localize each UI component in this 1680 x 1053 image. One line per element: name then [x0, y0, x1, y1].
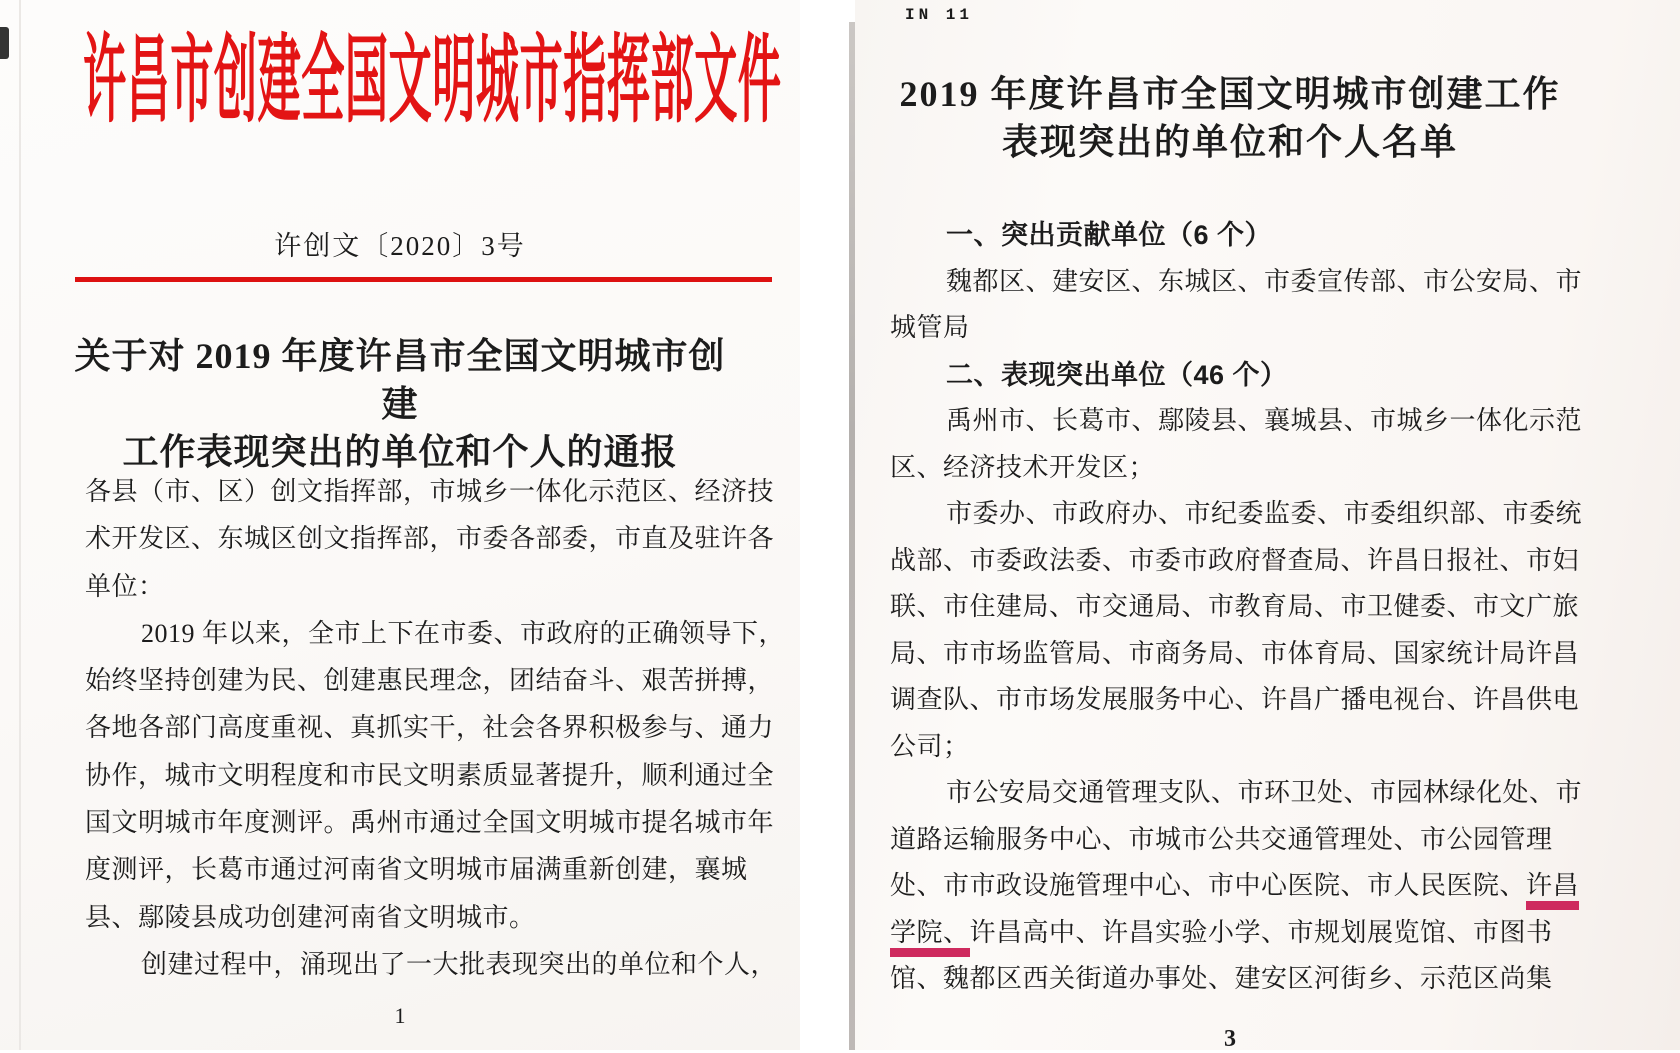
text-segment: 公司；	[890, 731, 970, 761]
scan-corner-artifact	[0, 27, 9, 59]
text-segment: 局、市市场监管局、市商务局、市体育局、国家统计局许昌	[890, 638, 1580, 668]
text-line	[890, 817, 1580, 864]
text-line	[890, 584, 1580, 631]
text-line	[890, 724, 1580, 771]
text-segment: 区、经济技术开发区；	[890, 452, 1156, 482]
text-line	[890, 538, 1580, 585]
text-segment: 市公安局交通管理支队、市环卫处、市园林绿化处、市	[946, 778, 1583, 807]
text-line	[890, 863, 1580, 910]
section-heading	[890, 212, 1580, 259]
text-line	[890, 398, 1583, 445]
text-segment: 二、表现突出单位（46 个）	[946, 359, 1288, 390]
text-segment: 魏都区、建安区、东城区、市委宣传部、市公安局、市	[946, 266, 1583, 296]
scanned-page-left	[0, 0, 800, 1050]
text-line: 各地各部门高度重视、真抓实干，社会各界积极参与、通力	[85, 713, 775, 743]
text-line	[890, 631, 1580, 678]
notice-title-line2: 工作表现突出的单位和个人的通报	[122, 432, 678, 472]
text-line: 始终坚持创建为民、创建惠民理念，团结奋斗、艰苦拼搏，	[85, 666, 775, 696]
scanned-page-right	[855, 0, 1680, 1050]
text-segment: 馆、魏都区西关街道办事处、建安区河街乡、示范区尚集	[890, 964, 1553, 993]
text-segment: 调查队、市市场发展服务中心、许昌广播电视台、许昌供电	[890, 685, 1580, 714]
red-letterhead-title: 许昌市创建全国文明城市指挥部文件	[83, 27, 782, 134]
page-number-partial: 3	[1224, 1026, 1236, 1052]
red-divider-rule	[75, 277, 772, 282]
pink-underlined-text: 许昌	[1526, 871, 1579, 910]
left-page-body	[85, 468, 786, 988]
text-segment: 市委办、市政府办、市纪委监委、市委组织部、市委统	[946, 499, 1583, 528]
text-line	[890, 305, 1580, 352]
text-segment: 处、市市政设施管理中心、市中心医院、市人民医院、	[890, 871, 1527, 900]
text-line	[890, 910, 1580, 957]
text-segment: 一、突出贡献单位（6 个）	[946, 220, 1273, 250]
text-line	[890, 491, 1583, 538]
text-line: 协作，城市文明程度和市民文明素质显著提升，顺利通过全	[85, 760, 775, 790]
text-line: 度测评，长葛市通过河南省文明城市届满重新创建，襄城	[85, 855, 748, 885]
text-segment: 道路运输服务中心、市城市公共交通管理处、市公园管理	[890, 824, 1553, 854]
document-number: 许创文〔2020〕3号	[274, 231, 526, 261]
text-line	[890, 677, 1580, 724]
text-line: 术开发区、东城区创文指挥部，市委各部委，市直及驻许各	[85, 524, 775, 554]
text-segment: 许昌高中、许昌实验小学、市规划展览馆、市图书	[969, 917, 1553, 947]
text-line: 各县（市、区）创文指挥部，市城乡一体化示范区、经济技	[85, 477, 775, 506]
text-line: 国文明城市年度测评。禹州市通过全国文明城市提名城市年	[85, 808, 775, 838]
scan-corner-text-artifact: IN 11	[905, 6, 974, 24]
text-line	[890, 956, 1580, 1003]
text-line: 创建过程中，涌现出了一大批表现突出的单位和个人，	[141, 949, 778, 979]
list-title-line2: 表现突出的单位和个人名单	[1001, 122, 1458, 162]
right-page-body	[890, 212, 1583, 1003]
list-title-line1: 2019 年度许昌市全国文明城市创建工作	[899, 74, 1561, 114]
page-edge-line	[19, 0, 21, 1050]
text-segment: 城管局	[890, 313, 970, 342]
text-line: 2019 年以来，全市上下在市委、市政府的正确领导下，	[141, 618, 786, 648]
notice-title-line1: 关于对 2019 年度许昌市全国文明城市创建	[74, 336, 726, 424]
section-heading	[890, 352, 1580, 399]
text-line: 县、鄢陵县成功创建河南省文明城市。	[85, 902, 536, 932]
text-line	[890, 259, 1583, 306]
pink-underlined-text: 学院、	[890, 918, 970, 957]
text-line: 单位：	[85, 571, 165, 601]
text-segment: 禹州市、长葛市、鄢陵县、襄城县、市城乡一体化示范	[946, 406, 1583, 435]
list-title	[890, 70, 1570, 166]
notice-title	[65, 332, 735, 476]
text-segment: 联、市住建局、市交通局、市教育局、市卫健委、市文广旅	[890, 592, 1580, 621]
text-segment: 战部、市委政法委、市委市政府督查局、许昌日报社、市妇	[890, 545, 1580, 575]
text-line	[890, 770, 1583, 817]
page-number: 1	[394, 1003, 406, 1028]
text-line	[890, 445, 1580, 492]
